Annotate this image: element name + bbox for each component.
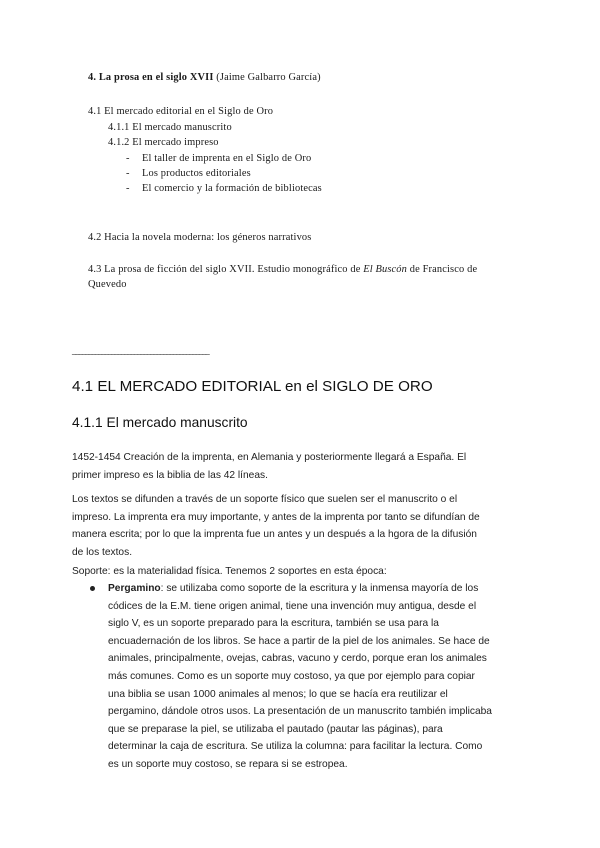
toc-item-4-1: 4.1 El mercado editorial en el Siglo de Oro [88, 106, 274, 117]
bullet-line: : se utilizaba como soporte de la escritura y la inmensa mayoría de los [160, 583, 479, 594]
toc-dash: - [126, 168, 130, 179]
paragraph-textos [72, 491, 480, 561]
paragraph-line: de los textos. [72, 546, 133, 558]
paragraph-line: impreso. La imprenta era muy importante, y antes de la imprenta por tanto se difundían de [72, 511, 480, 523]
toc-dash: - [126, 183, 130, 194]
toc-item-4-1-2: 4.1.2 El mercado impreso [108, 137, 219, 148]
bullet-term: Pergamino [108, 583, 161, 594]
paragraph-line: pergamino, dándole otros usos. La presentación de un manuscrito también implicaba [108, 706, 492, 718]
paragraph-line: manera escrita; por lo que la imprenta fue un antes y un después a la hgora de la difusión [72, 529, 477, 541]
paragraph-line: siglo V, es un soporte preparado para la escritura, también se usa para la [108, 618, 439, 630]
paragraph-line: Los textos se difunden a través de un soporte físico que suelen ser el manuscrito o el [72, 494, 458, 505]
paragraph-line: encuadernación de los libros. Se hace a partir de la piel de los animales. Se hace de [108, 635, 490, 647]
paragraph-soporte: Soporte: es la materialidad física. Tenemos 2 soportes en esta época: [72, 566, 387, 577]
toc-subitem [126, 151, 311, 166]
paragraph-line: determinar la caja de escritura. Se utiliza la columna: para facilitar la lectura. Como [108, 741, 483, 753]
toc-item-4-1-1: 4.1.1 El mercado manuscrito [108, 122, 232, 133]
separator-line: __________________________________________ [72, 346, 209, 355]
toc-heading-title: 4. La prosa en el siglo XVII [88, 72, 214, 83]
toc-item-4-3-cont: Quevedo [88, 279, 127, 290]
toc-heading [88, 72, 321, 83]
toc-subitem-label: El comercio y la formación de bibliotecas [142, 183, 322, 194]
toc-item-4-3-tail: de Francisco de [407, 264, 478, 275]
paragraph-imprenta [72, 449, 466, 484]
toc-heading-author: (Jaime Galbarro García) [213, 72, 321, 83]
toc-subitem-label: El taller de imprenta en el Siglo de Oro [142, 153, 312, 164]
bullet-item-pergamino [108, 580, 492, 774]
toc-subitem [126, 166, 251, 181]
paragraph-line: más comunes. Como es un soporte muy costoso, ya que por ejemplo para copiar [108, 670, 475, 682]
paragraph-line: una biblia se usan 1000 animales al menos; lo que se hacía era reutilizar el [108, 688, 448, 700]
paragraph-line: es un soporte muy costoso, se repara si se estropea. [108, 758, 348, 770]
paragraph-line: que se preparase la piel, se utilizaba el pautado (pautar las páginas), para [108, 723, 443, 735]
paragraph-line [108, 580, 492, 598]
toc-item-4-3-work: El Buscón [363, 264, 407, 275]
paragraph-line: animales, principalmente, ovejas, cabras, vacuno y cerdo, porque eran los animales [108, 653, 487, 665]
toc-subitem-label: Los productos editoriales [142, 168, 251, 179]
paragraph-line: 1452-1454 Creación de la imprenta, en Alemania y posteriormente llegará a España. El [72, 452, 467, 463]
toc-item-4-3 [88, 262, 477, 277]
toc-dash: - [126, 153, 130, 164]
section-heading: 4.1 EL MERCADO EDITORIAL en el SIGLO DE ORO [72, 378, 433, 395]
toc-subitem [126, 181, 322, 196]
bullet-dot [90, 586, 95, 591]
toc-item-4-2: 4.2 Hacia la novela moderna: los géneros narrativos [88, 232, 312, 243]
subsection-heading: 4.1.1 El mercado manuscrito [72, 415, 248, 430]
paragraph-line: códices de la E.M. tiene origen animal, tiene una invención muy antigua, desde el [108, 600, 477, 612]
toc-item-4-3-text: 4.3 La prosa de ficción del siglo XVII. Estudio monográfico de [88, 264, 364, 275]
paragraph-line: primer impreso es la biblia de las 42 líneas. [72, 469, 268, 481]
